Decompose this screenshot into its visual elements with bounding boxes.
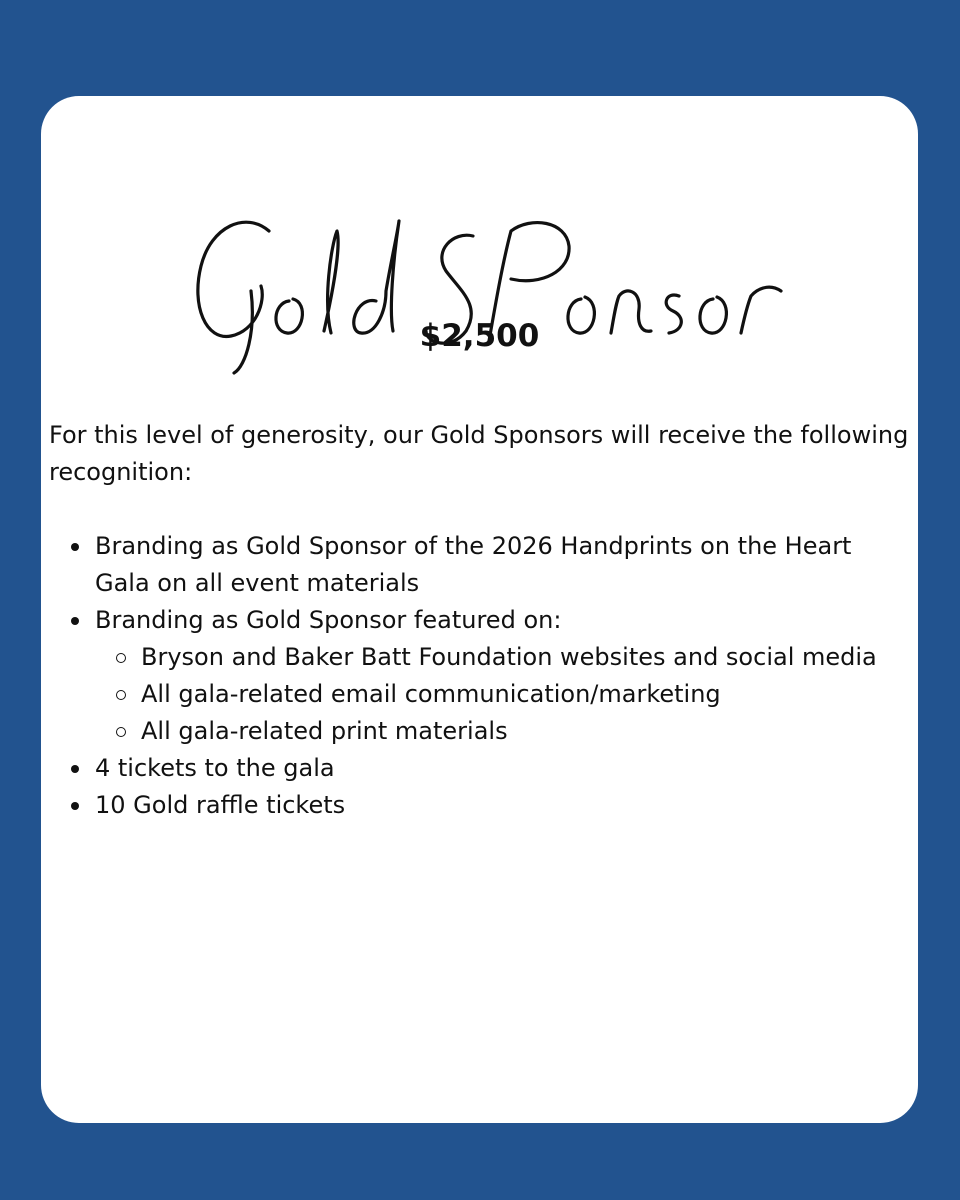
benefit-item bbox=[49, 602, 909, 750]
benefit-text: Branding as Gold Sponsor of the 2026 Handprints on the Heart Gala on all event materials bbox=[95, 532, 852, 597]
featured-on-text: Bryson and Baker Batt Foundation websites and social media bbox=[141, 643, 877, 671]
featured-on-item bbox=[95, 676, 909, 713]
sponsor-card bbox=[41, 96, 918, 1123]
benefit-text: Branding as Gold Sponsor featured on: bbox=[95, 606, 562, 634]
featured-on-item bbox=[95, 639, 909, 676]
featured-on-text: All gala-related print materials bbox=[141, 717, 508, 745]
benefit-item bbox=[49, 528, 909, 602]
benefit-item bbox=[49, 750, 909, 787]
featured-on-item bbox=[95, 713, 909, 750]
sponsorship-price: $2,500 bbox=[419, 318, 540, 354]
intro-text: For this level of generosity, our Gold Sponsors will receive the following recognition: bbox=[49, 421, 909, 486]
featured-on-list bbox=[95, 639, 909, 750]
featured-on-text: All gala-related email communication/marketing bbox=[141, 680, 721, 708]
benefit-item bbox=[49, 787, 909, 824]
benefit-text: 4 tickets to the gala bbox=[95, 754, 335, 782]
benefits-list bbox=[49, 528, 909, 824]
benefit-text: 10 Gold raffle tickets bbox=[95, 791, 346, 819]
